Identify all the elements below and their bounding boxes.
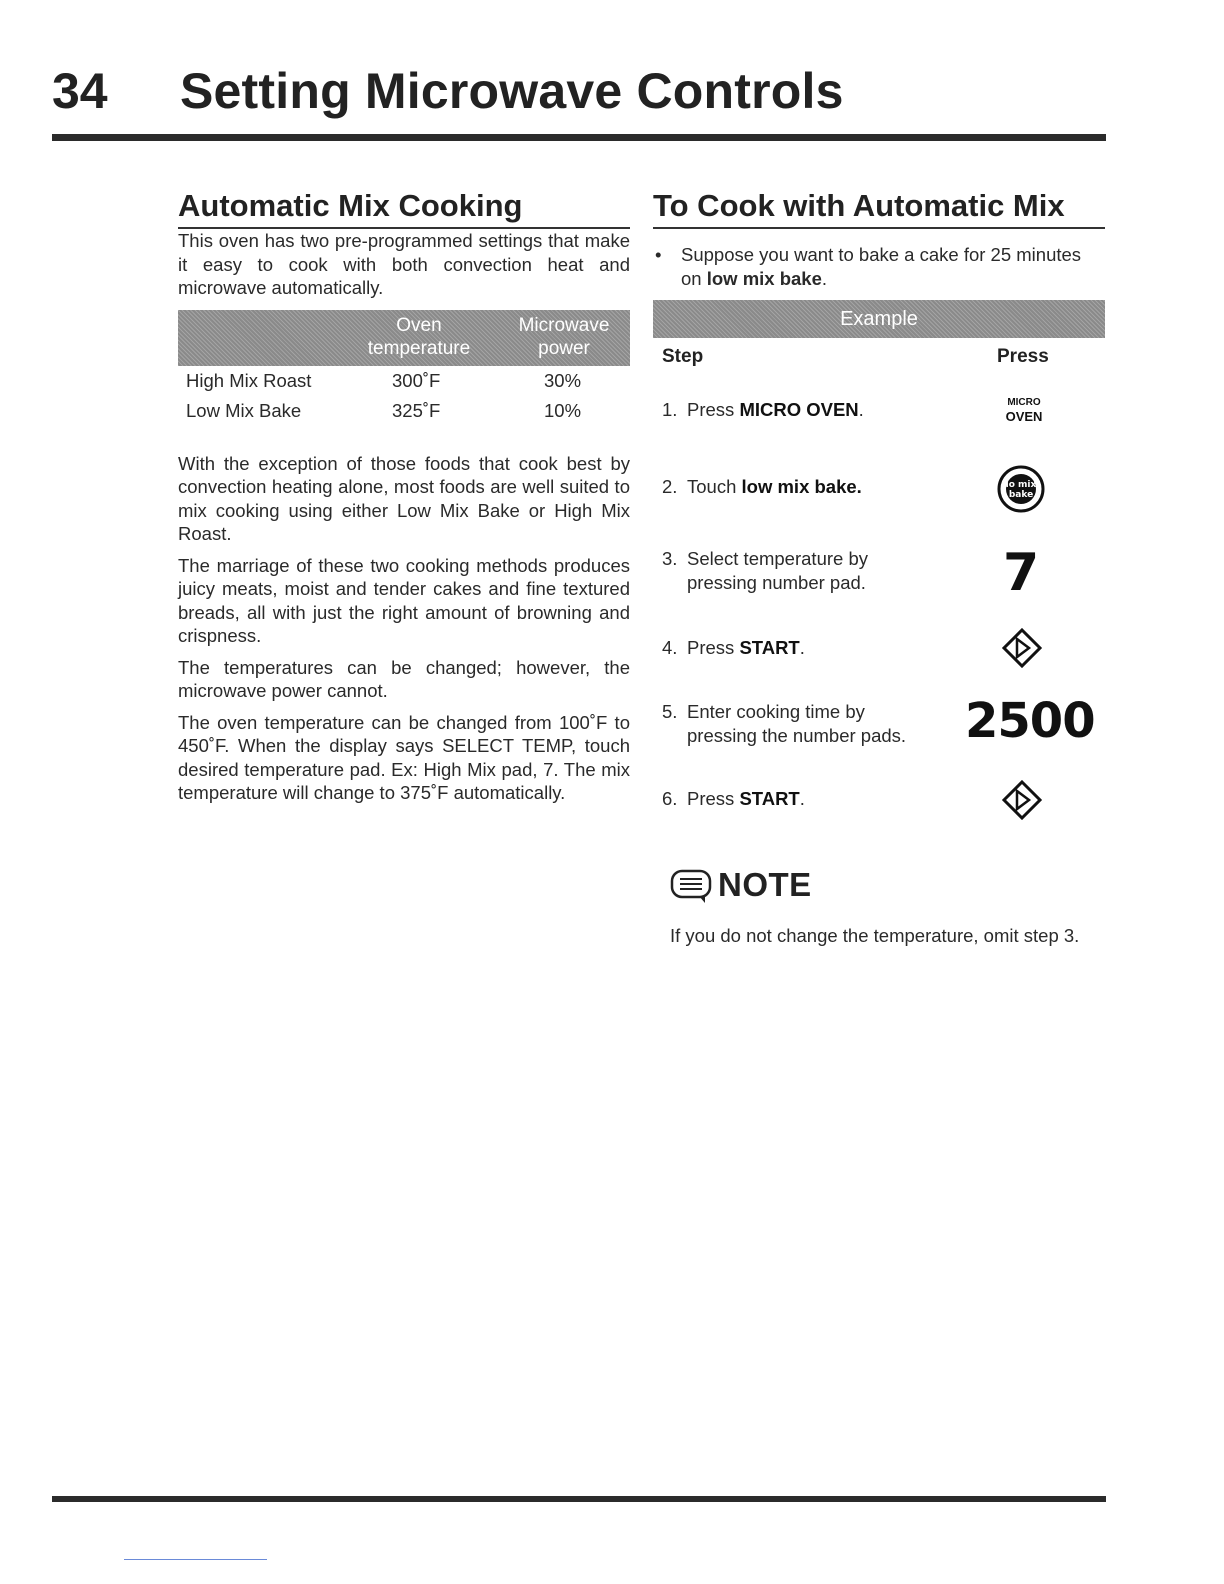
section-title-automatic-mix: Automatic Mix Cooking [178,188,630,229]
low-mix-bake-pad-icon [996,464,1046,514]
example-banner: Example [653,300,1105,338]
row-temperature: 300˚F [392,369,441,391]
header-divider [52,134,1106,141]
start-key-icon [1002,628,1042,668]
paragraph: The temperatures can be changed; however, the microwave power cannot. [178,656,630,701]
steps-area: 1. Press MICRO OVEN. 2. Touch low mix bake. 3. Select temperature by pressing number pad. 4. Press START. 5. Enter cooking time by pressing the number pads. 6. Press START. MICRO OVEN lo mix bake 7 2500 NOTE If you do not change the temperature, omit step 3. [653,188,1105,1088]
row-power: 30% [544,369,582,391]
start-key-icon [1002,780,1042,820]
paragraph: The marriage of these two cooking methods produces juicy meats, moist and tender cakes and fine textured breads, all with just the right amount of browning and crispness. [178,554,630,646]
section-title-cook-with-automatic-mix: To Cook with Automatic Mix [653,188,1105,229]
page-title: Setting Microwave Controls [180,63,844,119]
mix-settings-table [178,310,630,426]
body-text [178,452,630,805]
micro-oven-key-icon: MICRO OVEN [1005,397,1043,424]
intro-paragraph: This oven has two pre-programmed settings that make it easy to cook with both convection heat and microwave automatically. [178,230,630,298]
footer-underline [124,1559,267,1560]
svg-text:bake: bake [1008,490,1034,500]
step-column-header: Step [662,346,704,367]
row-power: 10% [544,399,582,421]
cooking-time-digits: 2500 [965,693,1095,749]
paragraph: The oven temperature can be changed from 100˚F to 450˚F. When the display says SELECT TEMP, touch desired temperature pad. Ex: High Mix pad, 7. The mix temperature will change to 375˚F automatically. [178,711,630,803]
column-header-oven-temperature: Oven temperature [367,314,471,359]
press-column-header: Press [997,346,1049,367]
table-row [178,396,630,426]
paragraph: With the exception of those foods that cook best by convection heating alone, most foods are well suited to mix cooking using either Low Mix Bake or High Mix Roast. [178,452,630,544]
page-header [52,58,1106,138]
bullet: • [655,244,662,265]
column-header-microwave-power: Microwave power [518,314,610,359]
table-row [178,366,630,396]
number-pad-seven: 7 [1003,543,1040,603]
example-intro: • Suppose you want to bake a cake for 25 minutes on low mix bake. [655,244,1082,289]
page-number: 34 [52,63,108,119]
note-text: If you do not change the temperature, omit step 3. [670,925,1080,946]
left-column [178,188,630,813]
note-label: NOTE [718,866,812,903]
row-name: High Mix Roast [186,369,312,391]
footer-divider [52,1496,1106,1502]
row-name: Low Mix Bake [186,399,302,421]
table-header [178,310,630,366]
note-icon [669,868,715,904]
row-temperature: 325˚F [392,399,441,421]
svg-text:lo mix: lo mix [1005,480,1037,490]
